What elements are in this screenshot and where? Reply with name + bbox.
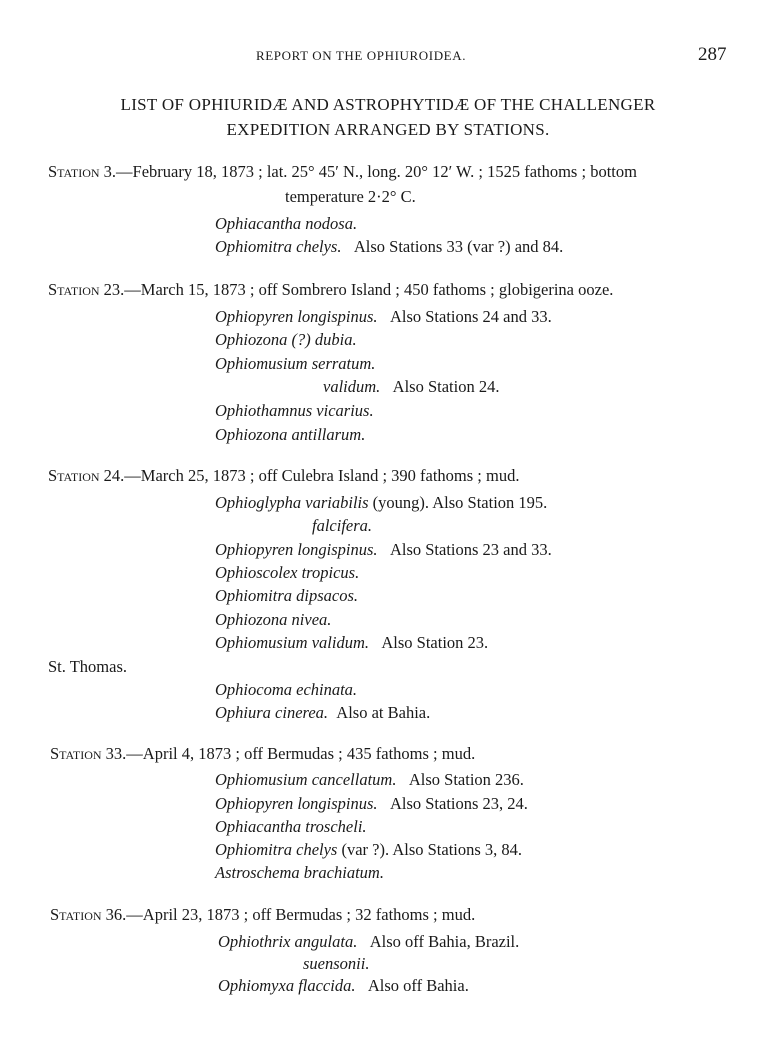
species-note: (young). Also Station 195. <box>372 493 548 512</box>
species-note: Also Stations 24 and 33. <box>389 307 552 326</box>
species-name: Ophiura cinerea. <box>215 703 329 722</box>
species-name: Ophiozona (?) dubia. <box>215 330 357 349</box>
species-note: Also Station 236. <box>408 770 524 789</box>
species-entry <box>323 377 499 397</box>
species-name: Ophiomusium serratum. <box>215 354 376 373</box>
species-name: Ophiopyren longispinus. <box>215 794 378 813</box>
species-note: Also Station 24. <box>392 377 500 396</box>
species-name: Ophiomusium validum. <box>215 633 369 652</box>
species-name: Ophiopyren longispinus. <box>215 540 378 559</box>
station-heading <box>48 657 127 677</box>
species-entry <box>215 307 552 327</box>
station-heading <box>48 466 519 486</box>
species-name: Ophiomitra dipsacos. <box>215 586 359 605</box>
species-name: Ophiomitra chelys. <box>215 237 342 256</box>
station-label: Station 24. <box>48 466 125 485</box>
species-note: Also at Bahia. <box>336 703 431 722</box>
species-name: Ophiopyren longispinus. <box>215 307 378 326</box>
species-name: Ophiozona antillarum. <box>215 425 366 444</box>
species-name: suensonii. <box>303 954 370 973</box>
species-entry <box>215 354 375 374</box>
running-title: REPORT ON THE OPHIUROIDEA. <box>256 48 467 63</box>
station-details: —March 25, 1873 ; off Culebra Island ; 390 fathoms ; mud. <box>124 466 520 485</box>
species-name: Ophioscolex tropicus. <box>215 563 360 582</box>
station-details: —February 18, 1873 ; lat. 25° 45′ N., long. 20° 12′ W. ; 1525 fathoms ; bottom <box>116 162 637 181</box>
station-label: St. Thomas. <box>48 657 127 676</box>
station-details: —April 4, 1873 ; off Bermudas ; 435 fathoms ; mud. <box>126 744 476 763</box>
species-entry <box>215 680 357 700</box>
species-entry <box>215 237 563 257</box>
species-note: Also Station 23. <box>381 633 489 652</box>
species-entry <box>312 516 372 536</box>
species-entry <box>215 817 367 837</box>
page-title <box>0 92 776 142</box>
species-entry <box>215 840 522 860</box>
species-entry <box>215 610 331 630</box>
station-heading <box>48 162 637 182</box>
station-label: Station 23. <box>48 280 125 299</box>
species-entry <box>215 633 488 653</box>
species-entry <box>215 586 358 606</box>
species-entry <box>215 214 357 234</box>
station-label: Station 33. <box>50 744 127 763</box>
station-heading <box>48 280 613 300</box>
running-header <box>0 44 776 68</box>
species-name: Ophiomitra chelys <box>215 840 338 859</box>
page-title-line-2: EXPEDITION ARRANGED BY STATIONS. <box>226 120 550 139</box>
species-entry <box>215 330 357 350</box>
station-details: —April 23, 1873 ; off Bermudas ; 32 fathoms ; mud. <box>126 905 476 924</box>
species-entry <box>215 493 547 513</box>
species-note: (var ?). Also Stations 3, 84. <box>341 840 523 859</box>
species-entry <box>218 932 519 952</box>
species-note: Also Stations 23 and 33. <box>389 540 552 559</box>
species-name: Ophioglypha variabilis <box>215 493 369 512</box>
species-name: validum. <box>323 377 381 396</box>
species-name: Ophiozona nivea. <box>215 610 332 629</box>
species-entry <box>215 770 524 790</box>
species-name: Astroschema brachiatum. <box>215 863 384 882</box>
station-label: Station 36. <box>50 905 127 924</box>
species-entry <box>218 976 469 996</box>
station-heading <box>50 905 475 925</box>
species-note: Also Stations 23, 24. <box>389 794 528 813</box>
species-entry <box>215 425 365 445</box>
species-name: Ophiacantha troscheli. <box>215 817 367 836</box>
species-note: Also off Bahia, Brazil. <box>369 932 520 951</box>
species-name: Ophiocoma echinata. <box>215 680 358 699</box>
species-entry <box>303 954 369 974</box>
species-note: Also Stations 33 (var ?) and 84. <box>353 237 564 256</box>
species-name: Ophiomyxa flaccida. <box>218 976 356 995</box>
species-entry <box>215 401 374 421</box>
station-details-continued: temperature 2·2° C. <box>285 187 416 206</box>
species-note: Also off Bahia. <box>367 976 469 995</box>
species-name: Ophiomusium cancellatum. <box>215 770 397 789</box>
page-title-line-1: LIST OF OPHIURIDÆ AND ASTROPHYTIDÆ OF THE CHALLENGER <box>120 95 656 114</box>
species-name: Ophiothamnus vicarius. <box>215 401 374 420</box>
station-label: Station 3. <box>48 162 117 181</box>
species-name: falcifera. <box>312 516 373 535</box>
species-name: Ophiacantha nodosa. <box>215 214 358 233</box>
species-name: Ophiothrix angulata. <box>218 932 358 951</box>
species-entry <box>215 794 528 814</box>
page-number: 287 <box>698 44 727 65</box>
species-entry <box>215 703 430 723</box>
species-entry <box>215 863 384 883</box>
species-entry <box>215 540 552 560</box>
species-entry <box>215 563 359 583</box>
station-heading <box>50 744 475 764</box>
station-details: —March 15, 1873 ; off Sombrero Island ; 450 fathoms ; globigerina ooze. <box>124 280 614 299</box>
